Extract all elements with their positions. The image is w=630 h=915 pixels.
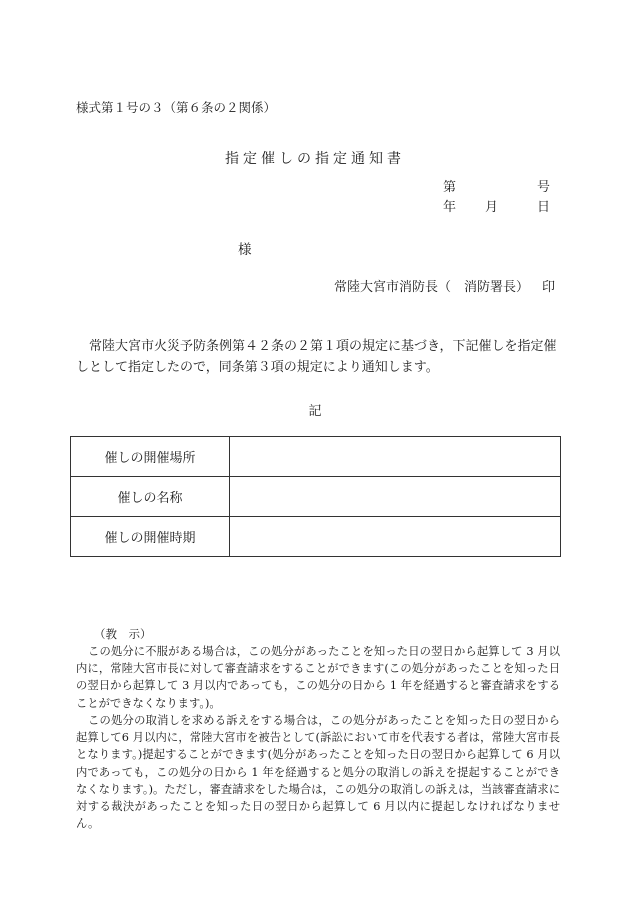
- row-value-name: [230, 477, 561, 517]
- form-reference: 様式第１号の３（第６条の２関係）: [76, 100, 277, 115]
- date-month: 月: [485, 200, 499, 215]
- row-label-name: 催しの名称: [71, 477, 230, 517]
- table-row: [71, 517, 561, 557]
- addressee-suffix: 様: [238, 242, 252, 258]
- date-day: 日: [537, 200, 551, 215]
- table-row: [71, 437, 561, 477]
- ki-heading: 記: [308, 404, 322, 419]
- date-year: 年: [443, 200, 457, 215]
- notice-paragraph-2: この処分の取消しを求める訴えをする場合は，この処分があったことを知った日の翌日から起算して6 月以内に，常陸大宮市を被告として(訴訟において市を代表する者は，常陸大宮市長となります。)提起することができます(処分があったことを知った日の翌日から起算して 6 月以内であっても，この処分の日から 1 年を経過すると処分の取消しの訴えを提起することができなくなります。)。ただし，審査請求をした場合は，この処分の取消しの訴えは，当該審査請求に対する裁決があったことを知った日の翌日から起算して 6 月以内に提起しなければなりません。: [76, 714, 560, 831]
- issuer-seal: 印: [542, 280, 556, 295]
- designation-table: [70, 436, 561, 557]
- issuer-name: 常陸大宮市消防長（ 消防署長）: [334, 280, 530, 295]
- row-label-period: 催しの開催時期: [71, 517, 230, 557]
- notice-paragraph-1: この処分に不服がある場合は，この処分があったことを知った日の翌日から起算して 3 月以内に，常陸大宮市長に対して審査請求をすることができます(この処分があったことを知った日の翌日から起算して 3 月以内であっても，この処分の日から 1 年を経過すると審査請求をすることができなくなります。)。: [76, 645, 560, 710]
- body-text: 常陸大宮市火災予防条例第４２条の２第１項の規定に基づき，下記催しを指定催しとして指定したので，同条第３項の規定により通知します。: [76, 339, 557, 375]
- table-row: [71, 477, 561, 517]
- row-label-venue: 催しの開催場所: [71, 437, 230, 477]
- notice-heading: （教 示）: [94, 627, 152, 641]
- number-go: 号: [537, 180, 551, 195]
- document-title: 指定催しの指定通知書: [225, 151, 405, 167]
- row-value-venue: [230, 437, 561, 477]
- number-dai: 第: [443, 180, 457, 195]
- row-value-period: [230, 517, 561, 557]
